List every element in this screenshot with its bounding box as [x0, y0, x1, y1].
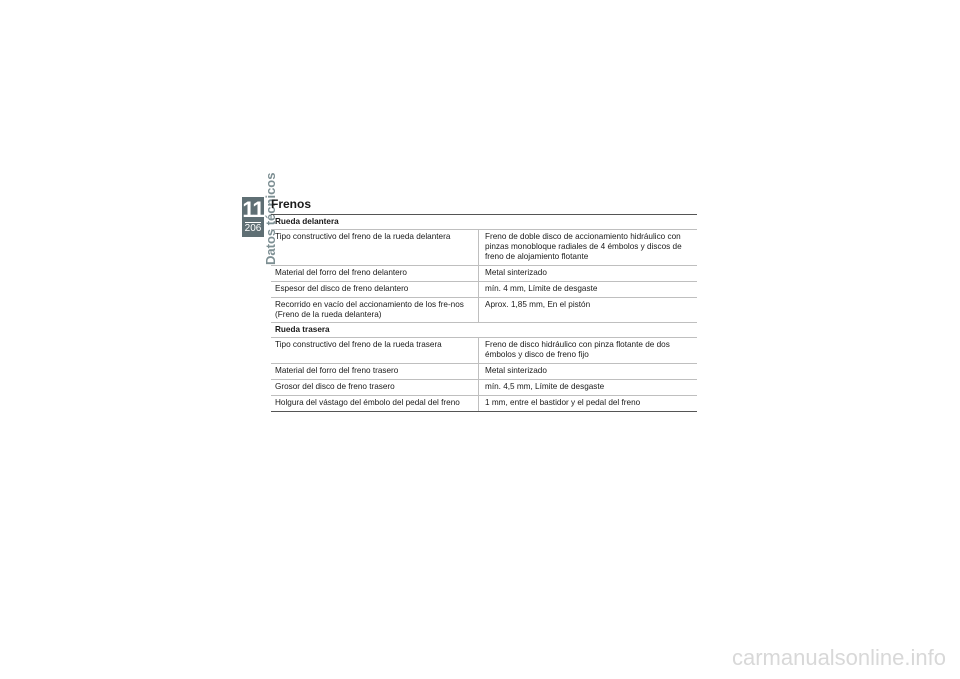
- spec-label: Tipo constructivo del freno de la rueda delantera: [271, 230, 479, 265]
- chapter-side-title: Datos técnicos: [263, 172, 278, 265]
- spec-label: Grosor del disco de freno trasero: [271, 380, 479, 395]
- spec-label: Espesor del disco de freno delantero: [271, 282, 479, 297]
- table-row: [271, 364, 697, 380]
- group-header-front-wheel: Rueda delantera: [271, 215, 697, 230]
- table-row: [271, 396, 697, 411]
- table-row: [271, 282, 697, 298]
- table-row: [271, 266, 697, 282]
- spec-value: Aprox. 1,85 mm, En el pistón: [485, 300, 591, 309]
- table-row: [271, 380, 697, 396]
- spec-label: Material del forro del freno delantero: [271, 266, 479, 281]
- spec-label: Material del forro del freno trasero: [271, 364, 479, 379]
- chapter-tab: [242, 197, 264, 237]
- section-title: Frenos: [271, 197, 312, 211]
- spec-value: mín. 4,5 mm, Límite de desgaste: [485, 382, 605, 391]
- spec-value: Metal sinterizado: [485, 268, 547, 277]
- table-row: [271, 298, 697, 323]
- table-row: [271, 230, 697, 266]
- page-number: 206: [244, 223, 262, 234]
- spec-label: Holgura del vástago del émbolo del pedal del freno: [271, 396, 479, 411]
- spec-value: mín. 4 mm, Límite de desgaste: [485, 284, 598, 293]
- chapter-number: 11: [242, 197, 264, 222]
- watermark-text: carmanualsonline.info: [731, 645, 946, 670]
- spec-value: Metal sinterizado: [485, 366, 547, 375]
- spec-value: Freno de doble disco de accionamiento hidráulico con pinzas monobloque radiales de 4 émbolos y discos de freno de alojamiento flotante: [485, 232, 682, 261]
- spec-label: Tipo constructivo del freno de la rueda trasera: [271, 338, 479, 363]
- group-header-rear-wheel: Rueda trasera: [271, 323, 697, 338]
- spec-value: Freno de disco hidráulico con pinza flotante de dos émbolos y disco de freno fijo: [485, 340, 670, 359]
- table-row: [271, 338, 697, 364]
- spec-value: 1 mm, entre el bastidor y el pedal del freno: [485, 398, 641, 407]
- brakes-spec-table: [271, 214, 697, 412]
- spec-label: Recorrido en vacío del accionamiento de los fre-nos (Freno de la rueda delantera): [271, 298, 479, 322]
